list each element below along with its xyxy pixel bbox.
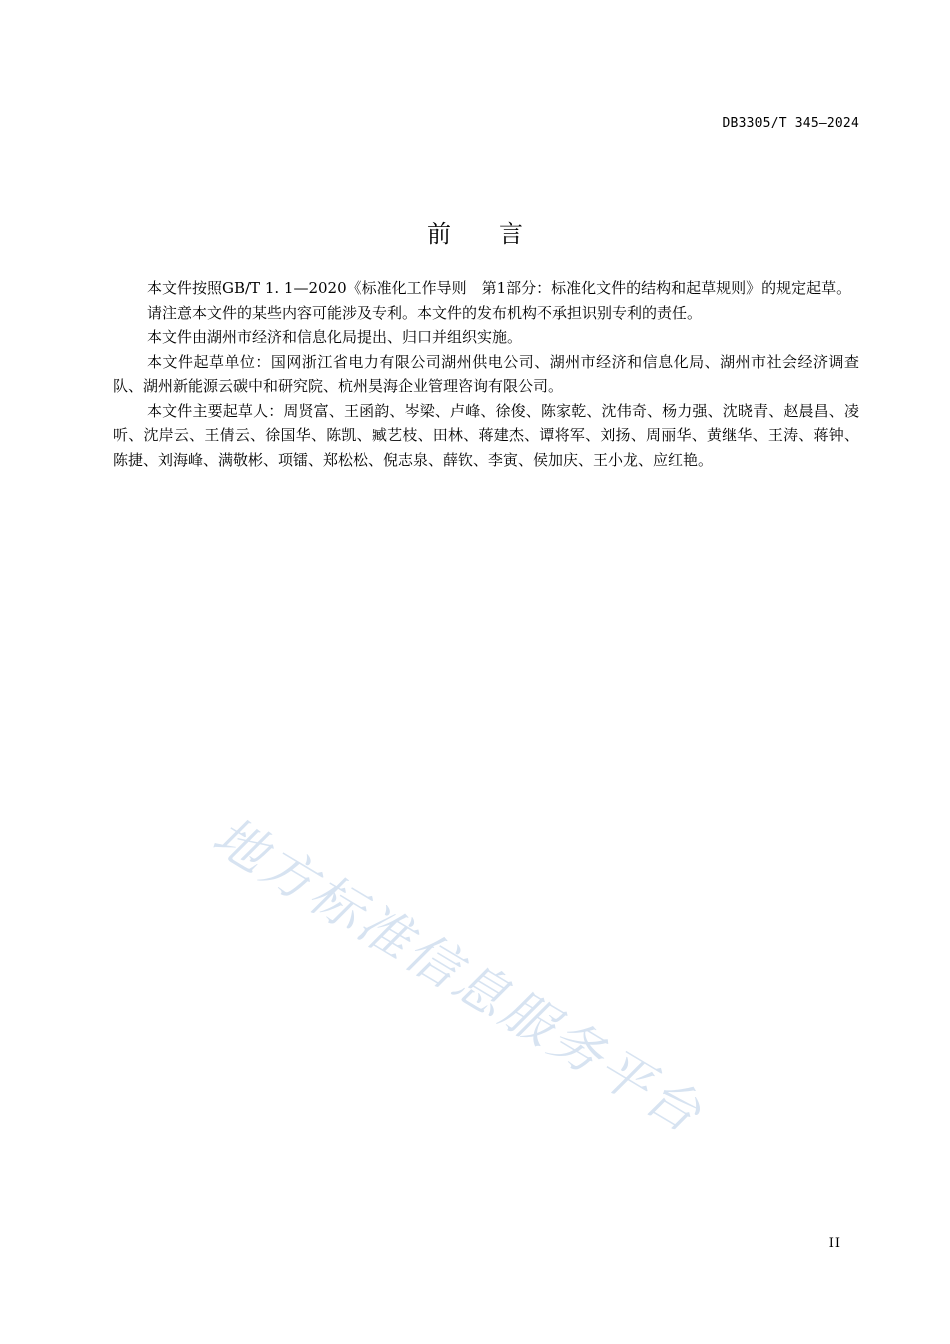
paragraph-drafters: 本文件主要起草人：周贤富、王函韵、岑梁、卢峰、徐俊、陈家乾、沈伟奇、杨力强、沈晓青、赵晨昌、凌听、沈岸云、王倩云、徐国华、陈凯、臧艺枝、田林、蒋建杰、谭将军、刘扬、周丽华、黄继华、王涛、蒋钟、陈捷、刘海峰、满敬彬、项镭、郑松松、倪志泉、薛钦、李寅、侯加庆、王小龙、应红艳。 xyxy=(113,401,859,469)
page-number: II xyxy=(828,1236,841,1251)
watermark: 地方标准信息服务平台 xyxy=(202,806,714,1147)
paragraph-drafting-units: 本文件起草单位：国网浙江省电力有限公司湖州供电公司、湖州市经济和信息化局、湖州市社会经济调查队、湖州新能源云碳中和研究院、杭州昊海企业管理咨询有限公司。 xyxy=(113,352,859,395)
paragraph-drafting-rules: 本文件按照GB/T 1. 1—2020《标准化工作导则 第1部分：标准化文件的结构和起草规则》的规定起草。 xyxy=(147,279,852,297)
document-number: DB3305/T 345—2024 xyxy=(722,116,859,131)
page-title: 前言 xyxy=(427,220,571,249)
paragraph-patent-notice: 请注意本文件的某些内容可能涉及专利。本文件的发布机构不承担识别专利的责任。 xyxy=(147,303,703,322)
paragraph-proposer: 本文件由湖州市经济和信息化局提出、归口并组织实施。 xyxy=(147,328,523,346)
foreword-body xyxy=(113,276,859,472)
